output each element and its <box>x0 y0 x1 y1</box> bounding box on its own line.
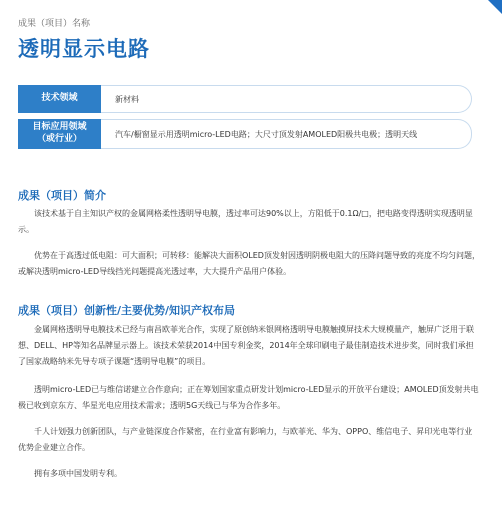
tech-field-value: 新材料 <box>101 85 472 113</box>
application-field-label: 目标应用领域 （或行业） <box>18 119 101 149</box>
tech-field-label: 技术领域 <box>18 85 101 113</box>
info-row-application <box>18 119 472 149</box>
application-field-value: 汽车/橱窗显示用透明micro-LED电路；大尺寸顶发射AMOLED阳极共电极；透明天线 <box>101 119 472 149</box>
intro-section-title: 成果（项目）简介 <box>18 189 106 202</box>
innovation-paragraph-3: 千人计划强力创新团队，与产业链深度合作紧密，在行业富有影响力，与欧菲光、华为、OPPO、维信电子、昇印光电等行业优势企业建立合作。 <box>18 427 473 452</box>
innovation-paragraph-2: 透明micro-LED已与维信诺建立合作意向；正在筹划国家重点研发计划micro-LED显示的开放平台建设；AMOLED顶发射共电极已收到京东方、华星光电应用技术需求；透明5G天线已与华为合作多年。 <box>18 385 479 410</box>
innovation-paragraph-1: 金属网格透明导电膜技术已经与南昌欧菲光合作，实现了原创纳米银网格透明导电膜触摸屏技术大规模量产，触屏广泛用于联想、DELL、HP等知名品牌显示器上。该技术荣获2014中国专利金奖，2014年全球印刷电子最佳制造技术进步奖，同时我们承担了国家战略纳米先导专项子课题“透明导电膜”的项目。 <box>18 325 474 366</box>
info-row-tech-field <box>18 85 472 113</box>
intro-paragraph-1: 该技术基于自主知识产权的金属网格柔性透明导电膜，透过率可达90%以上，方阻低于0.1Ω/□，把电路变得透明实现透明显示。 <box>18 209 473 234</box>
innovation-section-title: 成果（项目）创新性/主要优势/知识产权布局 <box>18 304 236 317</box>
project-name-label: 成果（项目）名称 <box>18 19 91 29</box>
intro-paragraph-2: 优势在于高透过低电阻：可大面积；可转移：能解决大面积OLED顶发射因透明阴极电阻大的压降问题导致的亮度不均匀问题，或解决透明micro-LED导线挡光问题提高光透过率，大大提升产品用户体验。 <box>18 251 480 276</box>
innovation-paragraph-4: 拥有多项中国发明专利。 <box>34 469 122 478</box>
page-title: 透明显示电路 <box>18 37 150 61</box>
info-table <box>18 85 472 155</box>
corner-decoration <box>488 0 502 14</box>
